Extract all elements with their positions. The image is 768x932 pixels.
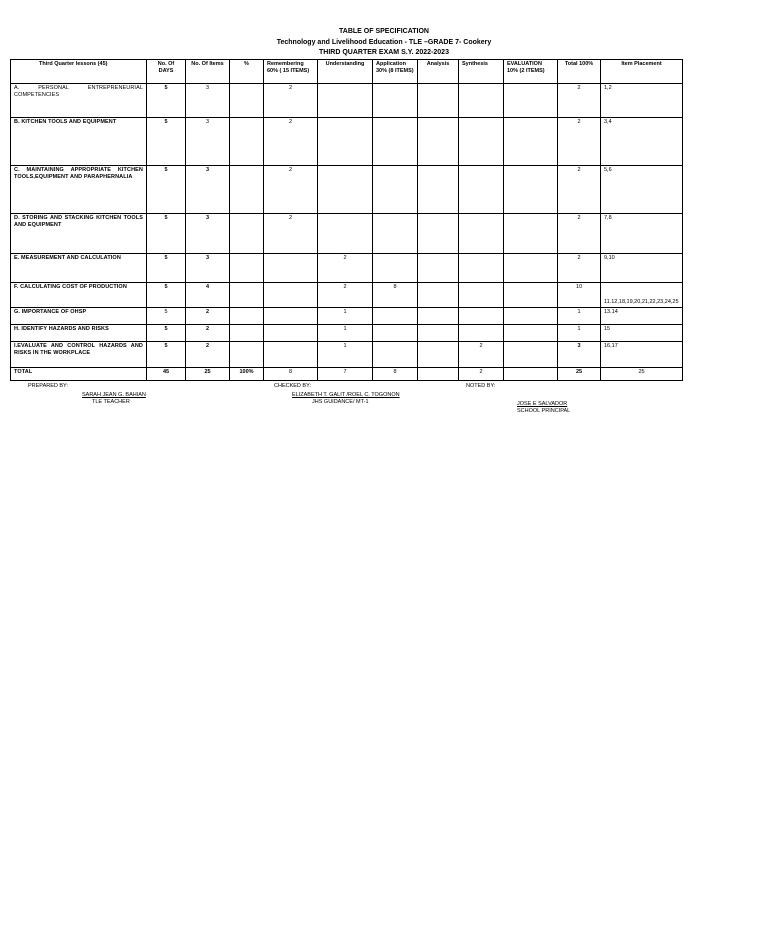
synthesis-cell bbox=[459, 308, 504, 325]
remembering-cell: 2 bbox=[264, 118, 318, 166]
total-cell: 2 bbox=[558, 214, 601, 254]
lesson-cell: D. STORING AND STACKING KITCHEN TOOLS AND EQUIPMENT bbox=[11, 214, 147, 254]
prepared-by-name: SARAH JEAN G. BAHIAN bbox=[82, 392, 146, 398]
items-cell: 3 bbox=[186, 254, 230, 283]
remembering-cell bbox=[264, 254, 318, 283]
evaluation-cell bbox=[504, 308, 558, 325]
remembering-cell bbox=[264, 342, 318, 368]
application-cell bbox=[373, 84, 418, 118]
understanding-cell: 2 bbox=[318, 254, 373, 283]
checked-by-name: ELIZABETH T. GALIT /ROEL C. TOGONON bbox=[292, 392, 400, 398]
totals-percent: 100% bbox=[230, 368, 264, 381]
understanding-cell bbox=[318, 84, 373, 118]
remembering-cell bbox=[264, 283, 318, 308]
evaluation-cell bbox=[504, 118, 558, 166]
synthesis-cell bbox=[459, 283, 504, 308]
total-cell: 2 bbox=[558, 84, 601, 118]
percent-cell bbox=[230, 342, 264, 368]
total-cell: 2 bbox=[558, 166, 601, 214]
total-cell: 10 bbox=[558, 283, 601, 308]
lesson-cell: E. MEASUREMENT AND CALCULATION bbox=[11, 254, 147, 283]
evaluation-cell bbox=[504, 254, 558, 283]
evaluation-cell bbox=[504, 84, 558, 118]
understanding-cell: 1 bbox=[318, 342, 373, 368]
days-cell: 5 bbox=[147, 166, 186, 214]
col-synthesis: Synthesis bbox=[459, 60, 504, 84]
application-cell bbox=[373, 254, 418, 283]
synthesis-cell bbox=[459, 84, 504, 118]
application-cell bbox=[373, 325, 418, 342]
totals-analysis bbox=[418, 368, 459, 381]
col-items: No. Of Items bbox=[186, 60, 230, 84]
days-cell: 5 bbox=[147, 254, 186, 283]
analysis-cell bbox=[418, 325, 459, 342]
noted-by-label: NOTED BY: bbox=[466, 383, 496, 389]
header-row bbox=[11, 60, 683, 84]
remembering-cell bbox=[264, 325, 318, 342]
lesson-cell: B. KITCHEN TOOLS AND EQUIPMENT bbox=[11, 118, 147, 166]
evaluation-cell bbox=[504, 214, 558, 254]
remembering-cell: 2 bbox=[264, 84, 318, 118]
total-cell: 1 bbox=[558, 325, 601, 342]
col-application: Application 30% (8 ITEMS) bbox=[373, 60, 418, 84]
synthesis-cell bbox=[459, 325, 504, 342]
application-cell: 8 bbox=[373, 283, 418, 308]
percent-cell bbox=[230, 84, 264, 118]
placement-cell: 3,4 bbox=[601, 118, 683, 166]
table-row bbox=[11, 118, 683, 166]
understanding-cell bbox=[318, 214, 373, 254]
days-cell: 5 bbox=[147, 325, 186, 342]
analysis-cell bbox=[418, 283, 459, 308]
application-cell bbox=[373, 166, 418, 214]
document-header bbox=[0, 27, 768, 59]
totals-total: 25 bbox=[558, 368, 601, 381]
analysis-cell bbox=[418, 254, 459, 283]
table-row bbox=[11, 308, 683, 325]
days-cell: 5 bbox=[147, 342, 186, 368]
exam-label: THIRD QUARTER EXAM S.Y. 2022-2023 bbox=[319, 49, 449, 56]
totals-evaluation bbox=[504, 368, 558, 381]
lesson-cell: F. CALCULATING COST OF PRODUCTION bbox=[11, 283, 147, 308]
noted-by-title: SCHOOL PRINCIPAL bbox=[517, 408, 571, 414]
percent-cell bbox=[230, 308, 264, 325]
days-cell: 5 bbox=[147, 308, 186, 325]
total-cell: 2 bbox=[558, 254, 601, 283]
document-title: TABLE OF SPECIFICATION bbox=[339, 28, 429, 35]
remembering-cell bbox=[264, 308, 318, 325]
placement-cell: 11.12,18,19,20,21,22,23,24,25 bbox=[601, 283, 683, 308]
col-evaluation: EVALUATION 10% (2 ITEMS) bbox=[504, 60, 558, 84]
lesson-cell: C. MAINTAINING APPROPRIATE KITCHEN TOOLS,EQUIPMENT AND PARAPHERNALIA bbox=[11, 166, 147, 214]
lesson-cell: H. IDENTIFY HAZARDS AND RISKS bbox=[11, 325, 147, 342]
synthesis-cell bbox=[459, 214, 504, 254]
evaluation-cell bbox=[504, 166, 558, 214]
table-row bbox=[11, 325, 683, 342]
table-row bbox=[11, 84, 683, 118]
days-cell: 5 bbox=[147, 214, 186, 254]
application-cell bbox=[373, 118, 418, 166]
days-cell: 5 bbox=[147, 283, 186, 308]
evaluation-cell bbox=[504, 342, 558, 368]
application-cell bbox=[373, 342, 418, 368]
lesson-cell: A. PERSONAL ENTREPRENEURIAL COMPETENCIES bbox=[11, 84, 147, 118]
application-cell bbox=[373, 214, 418, 254]
col-analysis: Analysis bbox=[418, 60, 459, 84]
specification-table bbox=[10, 59, 683, 381]
placement-cell: 5,6 bbox=[601, 166, 683, 214]
checked-by-label: CHECKED BY: bbox=[274, 383, 311, 389]
placement-cell: 7,8 bbox=[601, 214, 683, 254]
analysis-cell bbox=[418, 166, 459, 214]
items-cell: 3 bbox=[186, 118, 230, 166]
synthesis-cell bbox=[459, 118, 504, 166]
percent-cell bbox=[230, 166, 264, 214]
col-total: Total 100% bbox=[558, 60, 601, 84]
items-cell: 3 bbox=[186, 166, 230, 214]
total-cell: 2 bbox=[558, 118, 601, 166]
table-row bbox=[11, 166, 683, 214]
analysis-cell bbox=[418, 342, 459, 368]
col-days: No. Of DAYS bbox=[147, 60, 186, 84]
analysis-cell bbox=[418, 214, 459, 254]
items-cell: 2 bbox=[186, 325, 230, 342]
prepared-by-label: PREPARED BY: bbox=[28, 383, 68, 389]
percent-cell bbox=[230, 214, 264, 254]
evaluation-cell bbox=[504, 325, 558, 342]
totals-items: 25 bbox=[186, 368, 230, 381]
col-understanding: Understanding bbox=[318, 60, 373, 84]
items-cell: 4 bbox=[186, 283, 230, 308]
table-row bbox=[11, 342, 683, 368]
totals-placement: 25 bbox=[601, 368, 683, 381]
understanding-cell bbox=[318, 166, 373, 214]
totals-remembering: 8 bbox=[264, 368, 318, 381]
percent-cell bbox=[230, 325, 264, 342]
items-cell: 2 bbox=[186, 342, 230, 368]
items-cell: 3 bbox=[186, 84, 230, 118]
remembering-cell: 2 bbox=[264, 166, 318, 214]
items-cell: 3 bbox=[186, 214, 230, 254]
synthesis-cell bbox=[459, 166, 504, 214]
understanding-cell bbox=[318, 118, 373, 166]
analysis-cell bbox=[418, 118, 459, 166]
totals-label: TOTAL bbox=[11, 368, 147, 381]
synthesis-cell bbox=[459, 254, 504, 283]
placement-cell: 15 bbox=[601, 325, 683, 342]
col-remembering: Remembering 60% ( 15 ITEMS) bbox=[264, 60, 318, 84]
evaluation-cell bbox=[504, 283, 558, 308]
placement-cell: 13.14 bbox=[601, 308, 683, 325]
lesson-cell: I.EVALUATE AND CONTROL HAZARDS AND RISKS IN THE WORKPLACE bbox=[11, 342, 147, 368]
application-cell bbox=[373, 308, 418, 325]
lesson-cell: G. IMPORTANCE OF OHSP bbox=[11, 308, 147, 325]
percent-cell bbox=[230, 283, 264, 308]
totals-row bbox=[11, 368, 683, 381]
understanding-cell: 1 bbox=[318, 308, 373, 325]
days-cell: 5 bbox=[147, 118, 186, 166]
prepared-by-title: TLE TEACHER bbox=[92, 399, 130, 405]
totals-days: 45 bbox=[147, 368, 186, 381]
placement-cell: 16,17 bbox=[601, 342, 683, 368]
analysis-cell bbox=[418, 308, 459, 325]
analysis-cell bbox=[418, 84, 459, 118]
understanding-cell: 1 bbox=[318, 325, 373, 342]
percent-cell bbox=[230, 254, 264, 283]
remembering-cell: 2 bbox=[264, 214, 318, 254]
col-lessons: Third Quarter lessons (45) bbox=[11, 60, 147, 84]
placement-cell: 9,10 bbox=[601, 254, 683, 283]
understanding-cell: 2 bbox=[318, 283, 373, 308]
days-cell: 5 bbox=[147, 84, 186, 118]
document-subtitle: Technology and Livelihood Education - TLE –GRADE 7- Cookery bbox=[276, 38, 492, 46]
synthesis-cell: 2 bbox=[459, 342, 504, 368]
total-cell: 3 bbox=[558, 342, 601, 368]
placement-cell: 1,2 bbox=[601, 84, 683, 118]
totals-synthesis: 2 bbox=[459, 368, 504, 381]
items-cell: 2 bbox=[186, 308, 230, 325]
percent-cell bbox=[230, 118, 264, 166]
noted-by-name: JOSE E SALVADOR bbox=[517, 401, 568, 407]
col-percent: % bbox=[230, 60, 264, 84]
table-row bbox=[11, 214, 683, 254]
table-row bbox=[11, 254, 683, 283]
table-row bbox=[11, 283, 683, 308]
totals-application: 8 bbox=[373, 368, 418, 381]
totals-understanding: 7 bbox=[318, 368, 373, 381]
checked-by-title: JHS GUIDANCE/ MT-1 bbox=[312, 399, 369, 405]
total-cell: 1 bbox=[558, 308, 601, 325]
col-placement: Item Placement bbox=[601, 60, 683, 84]
